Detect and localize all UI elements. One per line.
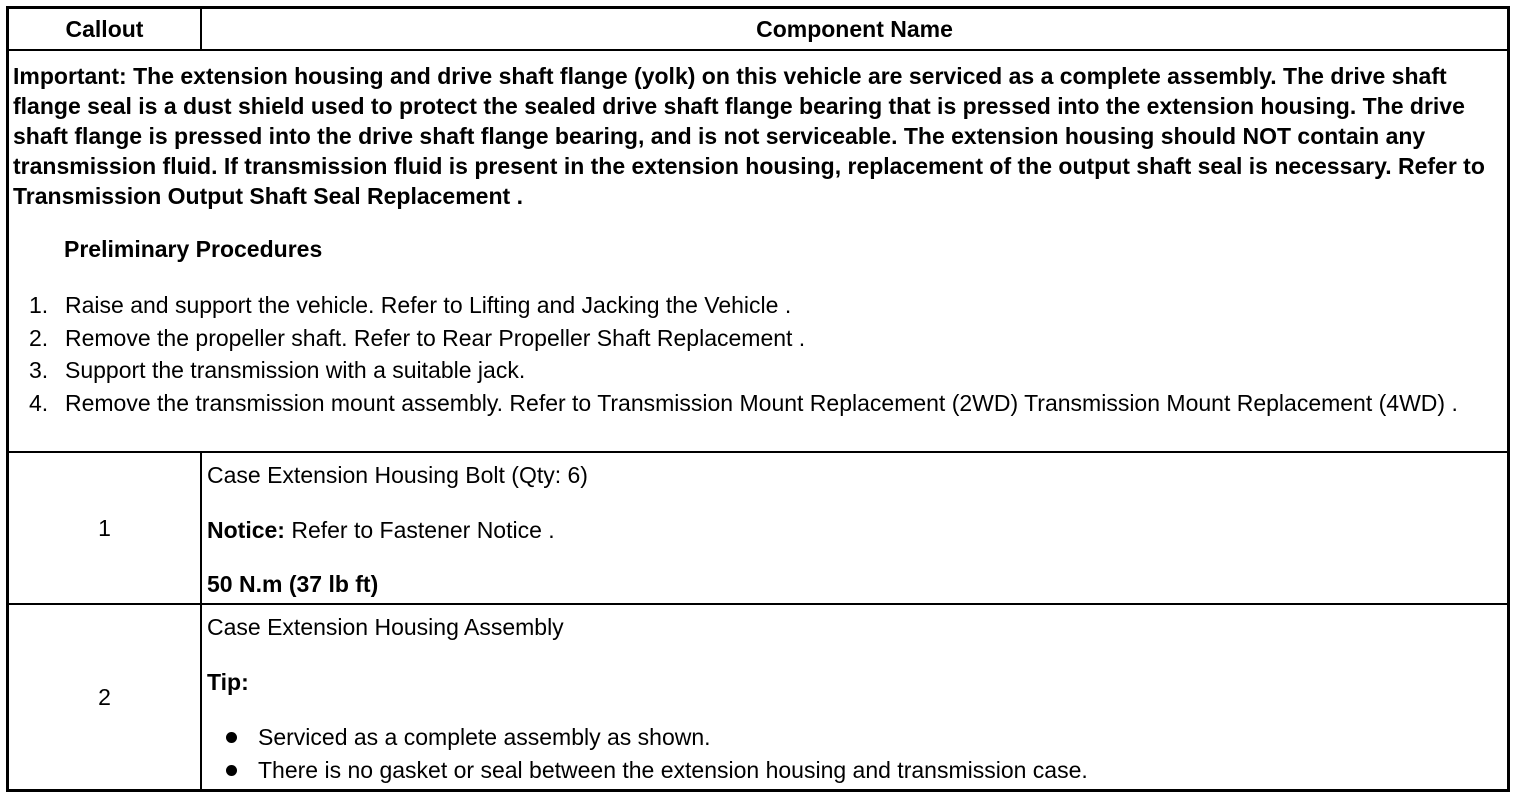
list-item bbox=[226, 754, 1088, 786]
step-text: Support the transmission with a suitable jack. bbox=[65, 357, 526, 383]
list-item bbox=[29, 322, 1499, 355]
torque-spec: 50 N.m (37 lb ft) bbox=[207, 571, 379, 597]
preliminary-procedures-title: Preliminary Procedures bbox=[64, 236, 323, 262]
step-text: Remove the propeller shaft. Refer to Rear Propeller Shaft Replacement . bbox=[65, 324, 806, 351]
component-name: Case Extension Housing Assembly bbox=[207, 614, 564, 640]
step-number: 1. bbox=[29, 292, 49, 318]
tip-text: Serviced as a complete assembly as shown. bbox=[258, 724, 711, 750]
component-name: Case Extension Housing Bolt (Qty: 6) bbox=[207, 462, 588, 488]
table-header bbox=[9, 9, 1507, 51]
step-number: 4. bbox=[29, 389, 49, 416]
component-name-column-header: Component Name bbox=[756, 15, 953, 42]
step-text: Raise and support the vehicle. Refer to Lifting and Jacking the Vehicle . bbox=[65, 292, 792, 318]
notice-line bbox=[207, 515, 555, 545]
component-cell bbox=[202, 605, 1507, 789]
tip-text: There is no gasket or seal between the extension housing and transmission case. bbox=[258, 757, 1088, 783]
step-number: 2. bbox=[29, 324, 49, 351]
preliminary-steps-list bbox=[29, 289, 1499, 419]
component-cell bbox=[202, 453, 1507, 603]
tip-label: Tip: bbox=[207, 669, 249, 695]
step-text: Remove the transmission mount assembly. Refer to Transmission Mount Replacement (2WD) Transmission Mount Replacement (4WD) . bbox=[65, 389, 1458, 416]
intro-section bbox=[9, 51, 1507, 453]
callout-number: 2 bbox=[9, 605, 202, 789]
bullet-icon bbox=[226, 765, 237, 776]
callout-number: 1 bbox=[9, 453, 202, 603]
list-item bbox=[29, 354, 1499, 387]
bullet-icon bbox=[226, 732, 237, 743]
list-item bbox=[29, 289, 1499, 322]
step-number: 3. bbox=[29, 357, 49, 383]
callout-column-header: Callout bbox=[9, 9, 202, 49]
table-row bbox=[9, 453, 1507, 605]
notice-label: Notice: bbox=[207, 517, 285, 543]
list-item bbox=[226, 721, 711, 753]
list-item bbox=[29, 387, 1499, 420]
table-row bbox=[9, 605, 1507, 789]
important-note: Important: The extension housing and drive shaft flange (yolk) on this vehicle are serviced as a complete assembly. The drive shaft flange seal is a dust shield used to protect the sealed drive shaft flange bearing that is pressed into the extension housing. The drive shaft flange is pressed into the drive shaft flange bearing, and is not serviceable. The extension housing should NOT contain any transmission fluid. If transmission fluid is present in the extension housing, replacement of the output shaft seal is necessary. Refer to Transmission Output Shaft Seal Replacement . bbox=[13, 63, 1485, 209]
component-table bbox=[6, 6, 1510, 792]
notice-text: Refer to Fastener Notice . bbox=[284, 517, 555, 543]
